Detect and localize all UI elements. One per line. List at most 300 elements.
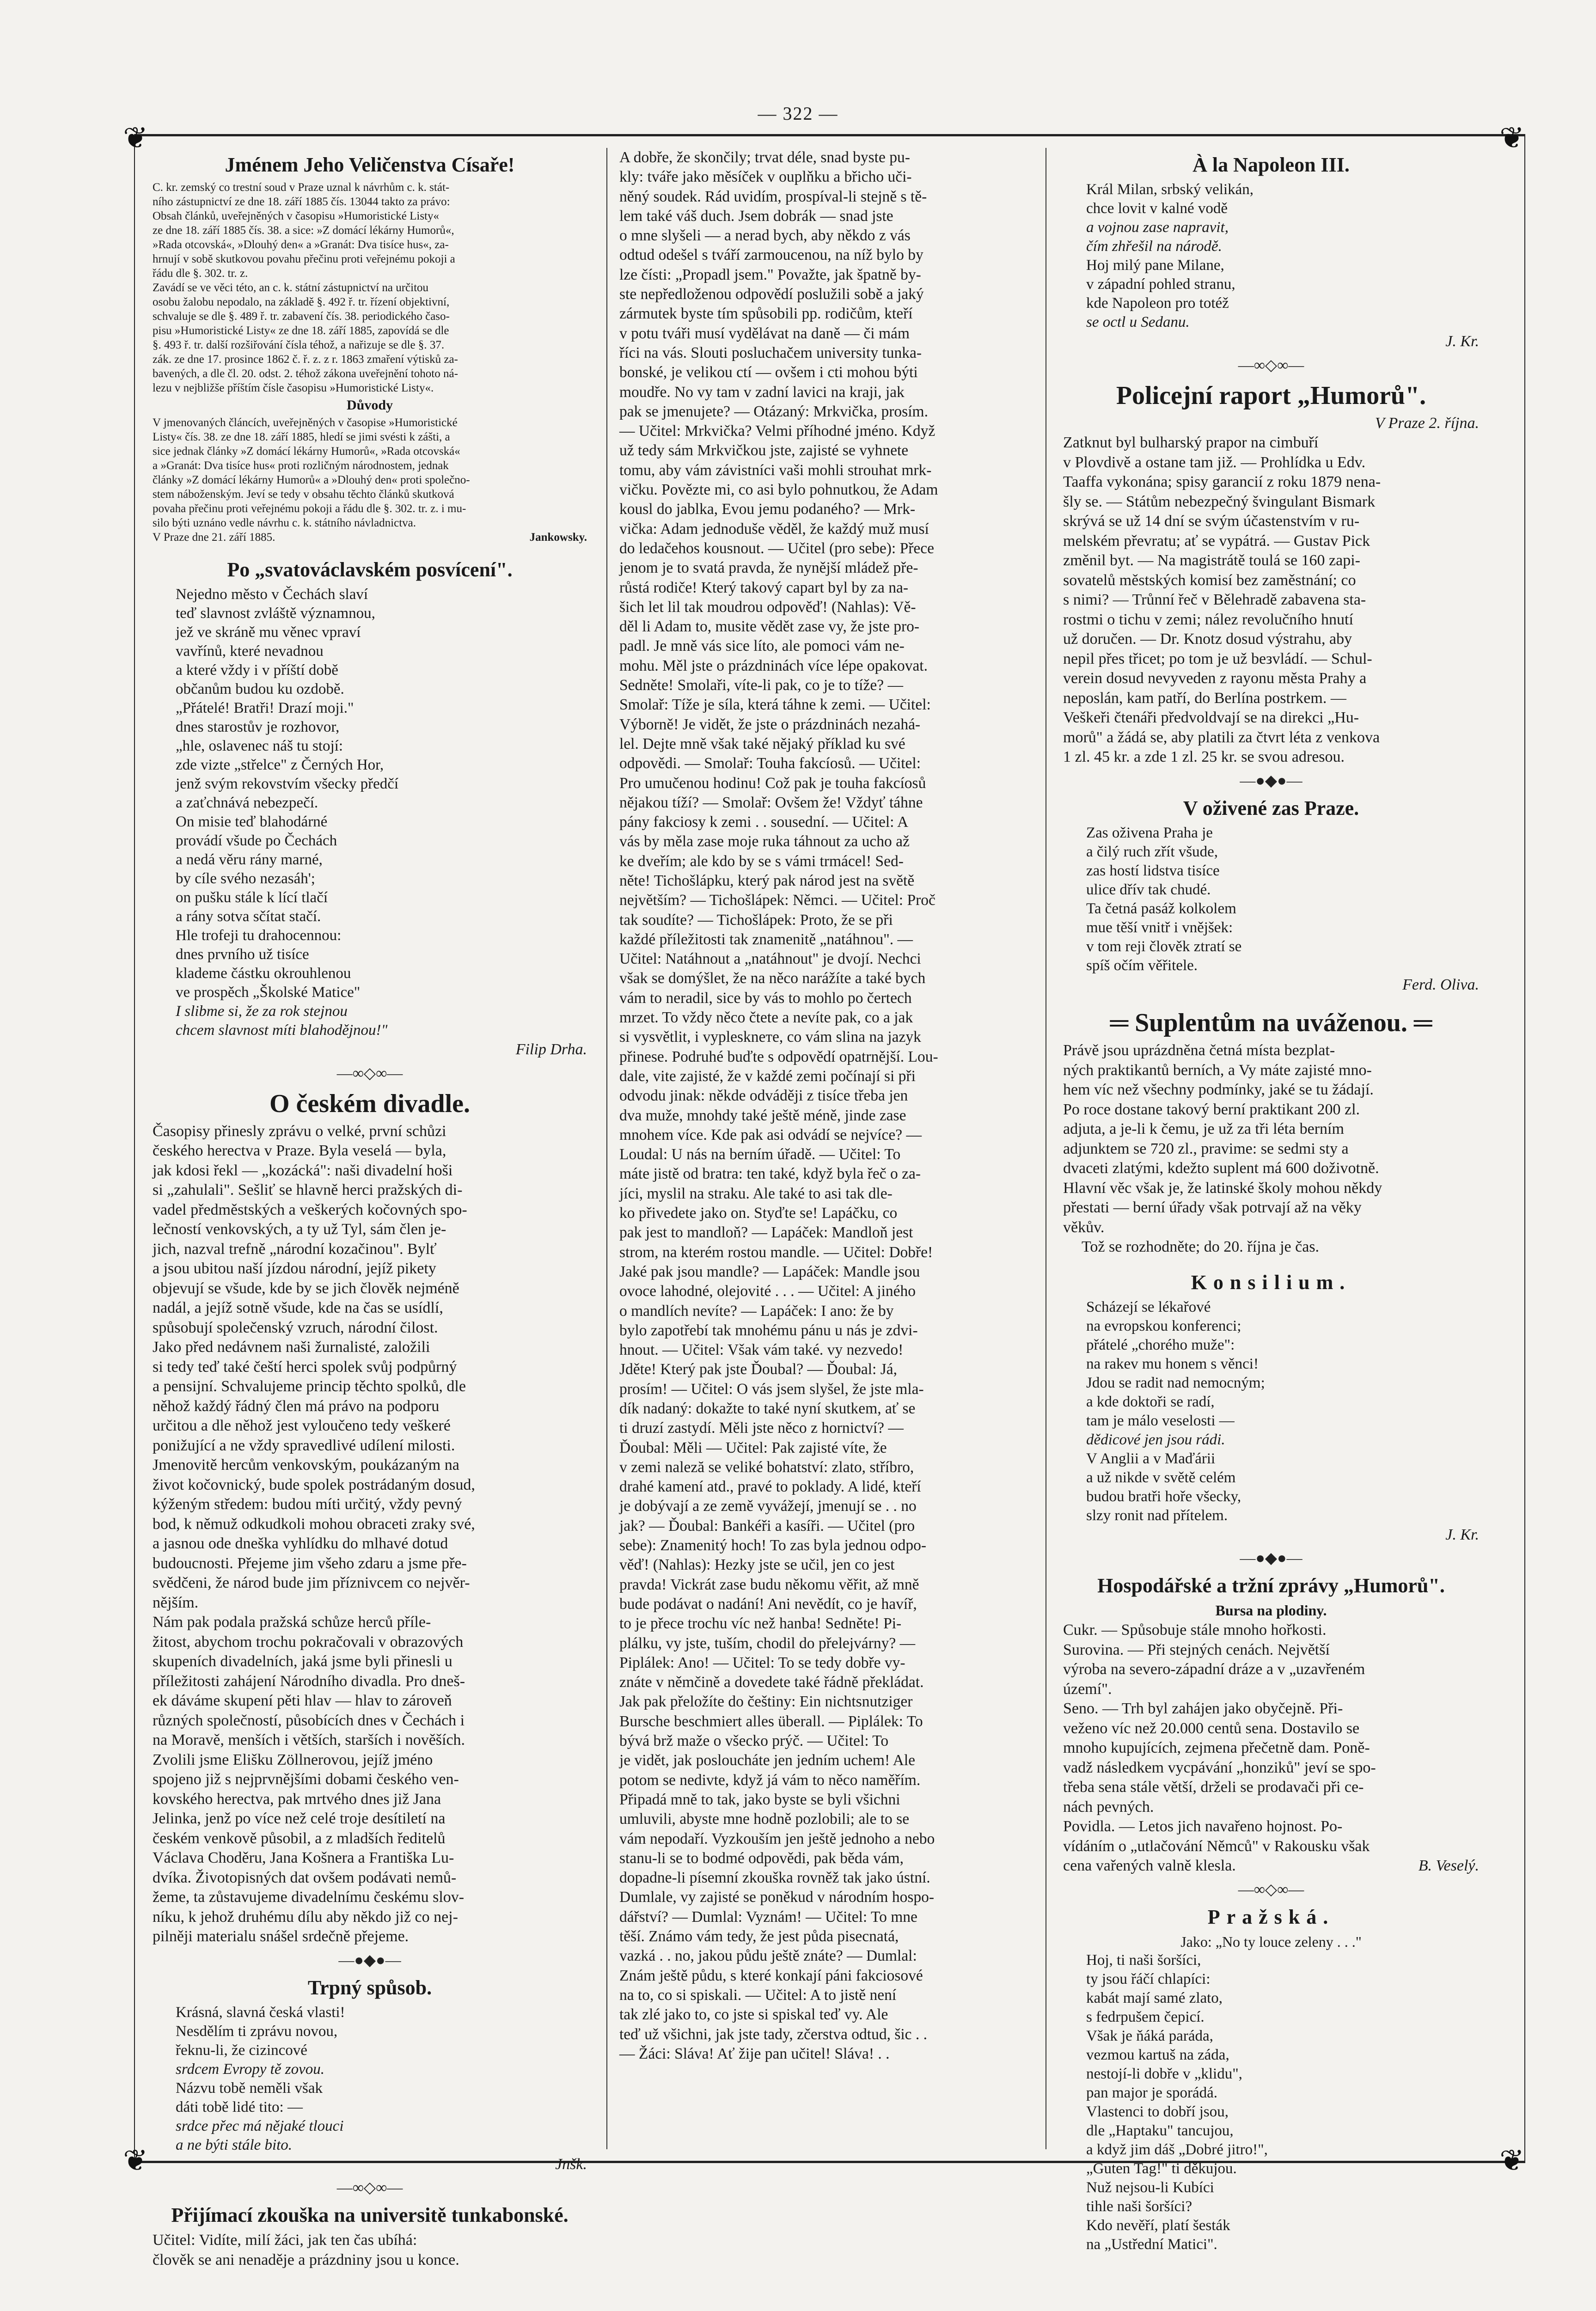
poem-line: přátelé „chorého muže": bbox=[1086, 1336, 1235, 1353]
text-line: Dumlale, vy zajisté se poněkud v národním hospo- bbox=[619, 1889, 935, 1906]
text-line: tak zlé jako to, co jste si spiskal teď vy. Ale bbox=[619, 2006, 888, 2024]
text-line: hnout. — Učitel: Však vám také. vy nezvedo! bbox=[619, 1341, 904, 1359]
text-line: Listy« čís. 38. ze dne 18. září 1885, hledí se jimi svésti k zášti, a bbox=[153, 431, 450, 443]
text-line: hrnují v sobě skutkovou povahu přečinu proti veřejnému pokoji a bbox=[153, 253, 455, 265]
poem-body bbox=[1063, 824, 1479, 975]
poem-posviceni bbox=[153, 557, 587, 1060]
text-line: to je přece trochu víc než hanba! Sedněte! Pi- bbox=[619, 1615, 902, 1632]
text-line: mnohem více. Kde pak asi odvádí se nejvíce? — bbox=[619, 1126, 922, 1143]
text-line: ze dne 18. září 1885 čís. 38. a sice: »Z domácí lékárny Humorů«, bbox=[153, 224, 454, 237]
text-line: život kočovnický, bude spolek postrádaným dosud, bbox=[153, 1476, 475, 1493]
poem-line: pan major je sporádá. bbox=[1086, 2084, 1218, 2101]
text-line: území". bbox=[1063, 1680, 1112, 1698]
text-line: 1 zl. 45 kr. a zde 1 zl. 25 kr. se svou adresou. bbox=[1063, 748, 1345, 765]
text-line: odpovědi. — Smolař: Touha fakcíosů. — Učitel: bbox=[619, 755, 921, 772]
text-line: vadel předměstských a veškerých kočovných spo- bbox=[153, 1201, 467, 1218]
text-line: ke dveřím; ale kdo by se s vámi trmácel! Sed- bbox=[619, 852, 904, 870]
text-line: Ďoubal: Měli — Učitel: Pak zajisté víte, že bbox=[619, 1439, 887, 1456]
poem-body bbox=[1063, 1298, 1479, 1525]
poem-body bbox=[153, 2003, 587, 2155]
sign-place: V Praze dne 21. září 1885. bbox=[153, 531, 275, 544]
article-title-text: Suplentům na uváženou. bbox=[1135, 1009, 1407, 1037]
text-line: Nám pak podala pražská schůze herců příle- bbox=[153, 1614, 431, 1631]
text-line: kýženým středem: budou míti určitý, vždy pevný bbox=[153, 1496, 462, 1513]
poem-line: a už nikde v světě celém bbox=[1086, 1469, 1236, 1486]
text-line: Povidla. — Letos jich navařeno hojnost. Po- bbox=[1063, 1818, 1343, 1835]
text-line: přestati — berní úřady však potrvají až na věky bbox=[1063, 1199, 1362, 1216]
article-title: Přijímací zkouška na universitě tunkabonské. bbox=[171, 2204, 569, 2226]
poem-line: provádí všude po Čechách bbox=[176, 832, 337, 849]
text-line: melském převratu; ať se vypátrá. — Gustav Pick bbox=[1063, 532, 1370, 550]
poem-line: ty jsou řáčí chlapíci: bbox=[1086, 1970, 1211, 1987]
poem-line: a nedá věru rány marné, bbox=[176, 851, 323, 868]
poem-line: Nejedno město v Čechách slaví bbox=[176, 586, 368, 603]
poem-title: V oživené zas Praze. bbox=[1183, 796, 1359, 819]
text-line: padl. Je mně vás sice líto, ale pomoci vám ne- bbox=[619, 637, 905, 655]
poem-konsilium bbox=[1063, 1270, 1479, 1545]
poem-author: Ferd. Oliva. bbox=[1402, 976, 1479, 993]
corner-ornament-icon: ❦ bbox=[123, 2144, 148, 2177]
text-line: věď! (Nahlas): Hezky jste se učil, jen co jest bbox=[619, 1556, 895, 1574]
text-line: jenom je to svatá pravda, že nynější mládež pře- bbox=[619, 559, 918, 577]
poem-line: „Guten Tag!" ti děkujou. bbox=[1086, 2160, 1237, 2177]
double-rule-icon: ═ bbox=[1110, 1009, 1135, 1037]
text-line: veženo víc než 20.000 centů sena. Dostavilo se bbox=[1063, 1719, 1360, 1737]
poem-line: chcem slavnost míti blahodějnou!" bbox=[176, 1022, 388, 1039]
article-title bbox=[1063, 1008, 1479, 1038]
poem-napoleon bbox=[1063, 153, 1479, 352]
text-line: Po roce dostane takový berní praktikant 200 zl. bbox=[1063, 1100, 1360, 1118]
text-line: je vidět, jak posloucháte jen jedním uchem! Ale bbox=[619, 1752, 916, 1769]
corner-ornament-icon: ❦ bbox=[1499, 122, 1524, 154]
text-line: už tedy sám Mrkvičkou jste, zajisté se vyhnete bbox=[619, 442, 909, 459]
text-line: do ledačehos kousnout. — Učitel (pro sebe): Přece bbox=[619, 539, 934, 557]
poem-line: nestojí-li dobře v „klidu", bbox=[1086, 2065, 1242, 2082]
poem-refrain: Jako: „No ty louce zeleny . . ." bbox=[1180, 1933, 1362, 1950]
text-line: Připadá mně to tak, jako byste se byli všichni bbox=[619, 1791, 900, 1808]
text-line: jíci, myslil na straku. Ale také to asi tak dle- bbox=[619, 1185, 893, 1202]
text-line: a jasnou ode dneška vyhlídku do mlhavé dotud bbox=[153, 1535, 448, 1552]
text-line: neposlán, kam patří, do Berlína postrkem. — bbox=[1063, 689, 1346, 707]
poem-line: V Anglii a v Maďárii bbox=[1086, 1450, 1216, 1467]
poem-title: Konsilium. bbox=[1191, 1271, 1351, 1294]
text-line: na Moravě, menších i větších, starších i nověších. bbox=[153, 1731, 465, 1749]
text-line: v potu tváři musí vydělávat na daně — či mám bbox=[619, 324, 910, 342]
text-line: adjuta, a je-li k čemu, je už za tři léta berním bbox=[1063, 1120, 1344, 1137]
poem-trpny bbox=[153, 1975, 587, 2175]
text-line: spůsobují společenský vzruch, národní čilost. bbox=[153, 1319, 438, 1336]
text-line: Cukr. — Spůsobuje stále mnoho hořkosti. bbox=[1063, 1621, 1327, 1638]
page-number: — 322 — bbox=[758, 103, 838, 124]
text-line: mnoho kupujících, zejmena přečetně dam. Poně- bbox=[1063, 1739, 1370, 1756]
poem-line: Kdo nevěří, platí šesták bbox=[1086, 2217, 1230, 2234]
text-line: budoucnosti. Přejeme jim všeho zdaru a jsme pře- bbox=[153, 1554, 467, 1572]
poem-line: a vojnou zase napravit, bbox=[1086, 219, 1229, 236]
ornament-separator: —●◆●— bbox=[1240, 1550, 1302, 1567]
article-title: Hospodářské a tržní zprávy „Humorů". bbox=[1097, 1574, 1445, 1597]
text-line: lem také váš duch. Jsem dobrák — snad jste bbox=[619, 207, 893, 225]
text-line: pisu »Humoristické Listy« ze dne 18. září 1885, zapovídá se dle bbox=[153, 324, 449, 337]
court-notice bbox=[153, 153, 587, 544]
text-line: teď už všichni, jak jste tady, zčerstva odtud, šic . . bbox=[619, 2025, 928, 2043]
text-line: plálku, vy jste, tuším, chodil do přelejvárny? — bbox=[619, 1634, 916, 1652]
poem-line: Ta četná pasáž kolkolem bbox=[1086, 900, 1236, 917]
poem-line: Scházejí se lékařové bbox=[1086, 1298, 1211, 1315]
poem-line: Hle trofeji tu drahocennou: bbox=[176, 927, 342, 944]
text-line: znáte v němčině a dovedete také řádně překládat. bbox=[619, 1674, 924, 1691]
text-line: nějakou tíží? — Smolař: Ovšem že! Vždyť táhne bbox=[619, 794, 923, 811]
poem-line: s fedrpušem čepicí. bbox=[1086, 2008, 1205, 2025]
text-line: změnil byt. — Na magistrátě toulá se 160 zapi- bbox=[1063, 552, 1360, 569]
poem-prazska bbox=[1063, 1905, 1479, 2254]
text-line: dvaceti zlatými, kdežto suplent má 600 doživotně. bbox=[1063, 1160, 1379, 1177]
poem-line: I slibme si, že za rok stejnou bbox=[176, 1003, 348, 1020]
text-line: Jděte! Který pak jste Ďoubal? — Ďoubal: Já, bbox=[619, 1361, 897, 1378]
corner-ornament-icon: ❦ bbox=[1499, 2144, 1524, 2177]
article-zkouska bbox=[153, 2203, 587, 2270]
text-line: rostmi o tichu v zemi; nález revolučního hnutí bbox=[1063, 611, 1353, 628]
text-line: bod, k němuž odkudkoli mohou obraceti zraky své, bbox=[153, 1515, 475, 1533]
poem-line: Jdou se radit nad nemocným; bbox=[1086, 1374, 1265, 1391]
text-line: vám to neradil, sice by vás to mohlo po čertech bbox=[619, 989, 912, 1007]
article-body bbox=[1063, 433, 1479, 767]
poem-line: on pušku stále k lící tlačí bbox=[176, 889, 328, 906]
court-notice-signature bbox=[153, 530, 587, 544]
poem-title: À la Napoleon III. bbox=[1192, 153, 1350, 176]
poem-author: Filip Drha. bbox=[515, 1041, 587, 1058]
text-line: ního zástupnictví ze dne 18. září 1885 čís. 13044 takto za právo: bbox=[153, 196, 450, 208]
text-line: Seno. — Trh byl zahájen jako obyčejně. Při- bbox=[1063, 1700, 1343, 1717]
poem-line: Nesdělím ti zprávu novou, bbox=[176, 2023, 338, 2040]
poem-line: „hle, oslavenec náš tu stojí: bbox=[176, 738, 343, 754]
text-line: dale, vite zajisté, že v každé zemi počínají si při bbox=[619, 1067, 916, 1085]
text-line: dva muže, mnohdy také ještě méně, jinde zase bbox=[619, 1107, 906, 1124]
text-line: sebe): Znamenitý hoch! To zas byla jednou odpo- bbox=[619, 1537, 927, 1554]
text-line: schvaluje se dle §. 489 ř. tr. zabavení čís. 38. periodického časo- bbox=[153, 310, 450, 323]
text-line: Pro umučenou hodinu! Což pak je touha fakcíosů bbox=[619, 774, 926, 792]
article-zkouska-continued bbox=[619, 148, 1028, 2064]
text-line: si tedy teď také čeští herci spolek svůj podpůrný bbox=[153, 1358, 457, 1376]
poem-line: jež ve skráně mu věnec vpraví bbox=[176, 624, 361, 641]
article-zpravy bbox=[1063, 1573, 1479, 1876]
text-line: pak jest to mandloň? — Lapáček: Mandloň jest bbox=[619, 1224, 913, 1241]
text-line: sovatelů městských komisí bez zaměstnání; co bbox=[1063, 571, 1356, 589]
text-line: ste nepředloženou odpovědí poslužili sobě a jaký bbox=[619, 286, 924, 303]
text-line: vídáním o „utlačování Němců" v Rakousku však bbox=[1063, 1837, 1370, 1855]
text-line: silo býti uznáno vedle návrhu c. k. státního návladnictva. bbox=[153, 517, 416, 529]
text-line: Bursche beschmiert alles überall. — Piplálek: To bbox=[619, 1712, 923, 1730]
poem-line: na „Ustřední Matici". bbox=[1086, 2236, 1217, 2253]
text-line: přinese. Podruhé buďte s odpovědí opatrnější. Lou- bbox=[619, 1048, 938, 1065]
text-line: hem víc než všechny podmínky, jaké se tu žádají. bbox=[1063, 1081, 1374, 1098]
poem-line: dědicové jen jsou rádi. bbox=[1086, 1431, 1225, 1448]
poem-author: Jnšk. bbox=[555, 2155, 587, 2173]
text-line: dvíka. Životopisných dat ovšem podávati nemů- bbox=[153, 1869, 457, 1886]
text-line: si vysvětlit, i vypleskneте, co vám slina na jazyk bbox=[619, 1028, 921, 1046]
text-line: příležitosti zahájení Národního divadla. Pro dneš- bbox=[153, 1672, 465, 1690]
ornament-separator: —∞◇∞— bbox=[336, 2179, 403, 2196]
poem-line: ve prospěch „Školské Matice" bbox=[176, 984, 361, 1001]
left-column bbox=[153, 148, 587, 2268]
poem-line: na evropskou konferenci; bbox=[1086, 1317, 1241, 1334]
text-line: pak se jmenujete? — Otázaný: Mrkvička, prosím. bbox=[619, 403, 928, 420]
article-suplentum bbox=[1063, 1008, 1479, 1257]
article-body bbox=[1063, 1041, 1479, 1257]
poem-line: teď slavnost zvláště významnou, bbox=[176, 605, 375, 622]
text-line: sice jednak články »Z domácí lékárny Humorů«, »Rada otcovská« bbox=[153, 445, 460, 458]
poem-line: kde Napoleon pro totéž bbox=[1086, 295, 1229, 312]
text-line: §. 493 ř. tr. další rozšiřování čísla téhož, a nařizuje se dle §. 37. bbox=[153, 339, 445, 351]
poem-line: Nuž nejsou-li Kubíci bbox=[1086, 2179, 1214, 2196]
text-line: stanu-li se to bodmé odpovědi, pak běda vám, bbox=[619, 1849, 904, 1867]
article-title: Policejní raport „Humorů". bbox=[1116, 381, 1426, 410]
text-line: Zatknut byl bulharský prapor na cimbuří bbox=[1063, 434, 1319, 451]
poem-line: a když jim dáš „Dobré jitro!", bbox=[1086, 2141, 1268, 2158]
text-line: mohu. Měl jste o prázdninách více lépe opakovat. bbox=[619, 657, 928, 674]
poem-line: Král Milan, srbský velikán, bbox=[1086, 181, 1254, 198]
text-line: Surovina. — Při stejných cenách. Největší bbox=[1063, 1641, 1330, 1658]
text-line: o mne slyšeli — a nerad bych, aby někdo z vás bbox=[619, 227, 911, 245]
text-line: třeba sena stále větší, drželi se prodavači při ce- bbox=[1063, 1779, 1364, 1796]
text-line: Václava Choděru, Jana Košnera a Františka Lu- bbox=[153, 1849, 454, 1866]
poem-line: dnes starostův je rozhovor, bbox=[176, 719, 340, 735]
poem-line: ulice dřív tak chudé. bbox=[1086, 881, 1211, 898]
article-body bbox=[1063, 1620, 1479, 1876]
poem-line: tihle naši šoršíci? bbox=[1086, 2198, 1192, 2215]
poem-line: slzy ronit nad přítelem. bbox=[1086, 1507, 1228, 1524]
text-line: Obsah článků, uveřejněných v časopisu »Humoristické Listy« bbox=[153, 210, 439, 222]
text-line: máte jistě od bratra: ten také, když byla řeč o za- bbox=[619, 1165, 921, 1183]
text-line: děl li Adam to, musite vědět zase vy, že jste pro- bbox=[619, 618, 920, 636]
poem-line: kabát mají samé zlato, bbox=[1086, 1989, 1223, 2006]
text-line: stem náboženským. Jeví se tedy v obsahu těchto článků skutková bbox=[153, 488, 454, 501]
text-line: největším? — Tichošlápek: Němci. — Učitel: Proč bbox=[619, 892, 936, 909]
text-line: Hlavní věc však je, že latinské školy mohou někdy bbox=[1063, 1179, 1382, 1197]
text-line: vička: Adam jednoduše věděl, že každý muž musí bbox=[619, 520, 929, 538]
text-line: si „zahulali". Sešliť se hlavně herci pražských di- bbox=[153, 1181, 463, 1198]
poem-line: zas hostí lidstva tisíce bbox=[1086, 862, 1220, 879]
poem-line: vavřínů, které nevadnou bbox=[176, 643, 324, 660]
text-line: Loudal: U nás na berním úřadě. — Učitel: To bbox=[619, 1146, 901, 1163]
text-line: žitost, abychom trochu pokračovali v obrazových bbox=[153, 1633, 464, 1651]
text-line: dářství? — Dumlal: Vyznám! — Učitel: To mne bbox=[619, 1908, 917, 1926]
text-line: V jmenovaných článcích, uveřejněných v časopise »Humoristické bbox=[153, 416, 458, 429]
text-line: a pensijní. Schvalujeme princip těchto spolků, dle bbox=[153, 1378, 466, 1395]
poem-line: a čilý ruch zřít všude, bbox=[1086, 843, 1218, 860]
poem-author: J. Kr. bbox=[1445, 1526, 1479, 1543]
right-column bbox=[1063, 148, 1479, 2253]
poem-line: Hoj, ti naši šoršíci, bbox=[1086, 1951, 1201, 1969]
poem-line: dnes prvního už tisíce bbox=[176, 946, 309, 963]
text-line: však se domýšlet, že na něco narážíte a také bych bbox=[619, 970, 926, 987]
text-line: růstá rodiče! Který takový capart byl by za na- bbox=[619, 579, 909, 596]
corner-ornament-icon: ❦ bbox=[123, 122, 148, 154]
poem-title: Trpný spůsob. bbox=[307, 1976, 432, 1999]
text-line: jich, nazval trefně „národní kozačinou". Bylť bbox=[153, 1240, 437, 1258]
text-line: zák. ze dne 17. prosince 1862 č. ř. z. z r. 1863 zmaření výtisků za- bbox=[153, 353, 458, 366]
text-line: nepil přes třicet; po tom je už beзvládí. — Schul- bbox=[1063, 650, 1372, 667]
court-notice-body bbox=[153, 180, 587, 544]
poem-line: Vlastenci to dobří jsou, bbox=[1086, 2103, 1229, 2120]
poem-line: spíš očím věřitele. bbox=[1086, 957, 1198, 974]
poem-body bbox=[1063, 180, 1479, 332]
poem-line: On misie teď blahodárné bbox=[176, 813, 328, 830]
article-body bbox=[153, 1122, 587, 1947]
poem-body bbox=[153, 585, 587, 1040]
article-title: O českém divadle. bbox=[269, 1089, 470, 1118]
text-line: každé příležitosti tak znamenitě „natáhnou". — bbox=[619, 930, 913, 948]
text-line: Znám ještě půdu, s které konkají páni fakciosové bbox=[619, 1967, 923, 1984]
text-line: potom se nedivte, když já vám to něco naměřím. bbox=[619, 1771, 921, 1789]
text-line: nách pevných. bbox=[1063, 1798, 1154, 1816]
text-line: ko přivedete jako on. Styďte se! Lapáčku, co bbox=[619, 1204, 898, 1222]
text-line: českého herectva v Praze. Byla veselá — byla, bbox=[153, 1142, 446, 1159]
poem-line: Hoj milý pane Milane, bbox=[1086, 257, 1224, 274]
text-line: českém venkově působil, a z mladších ředitelů bbox=[153, 1829, 446, 1847]
poem-line: srdcem Evropy tě zovou. bbox=[176, 2060, 324, 2078]
middle-column bbox=[619, 148, 1028, 2154]
text-line: bylo zapotřebí tak mnohému pánu u nás je zdvi- bbox=[619, 1321, 918, 1339]
poem-line: a rány sotva sčítat stačí. bbox=[176, 908, 321, 925]
poem-line: řeknu-li, že cizincové bbox=[176, 2042, 307, 2059]
text-line: Časopisy přinesly zprávu o velké, první schůzi bbox=[153, 1122, 446, 1140]
poem-line: srdce přec má nějaké tlouci bbox=[176, 2117, 344, 2134]
text-line: zármutek byste tím spůsobili pp. rodičům, kteří bbox=[619, 305, 913, 323]
double-rule-icon: ═ bbox=[1407, 1009, 1432, 1037]
poem-line: by cíle svého nezasáh'; bbox=[176, 870, 315, 887]
poem-line: a ne býti stále bito. bbox=[176, 2136, 293, 2153]
text-line: níku, k jehož druhému dílu aby někdo již co nej- bbox=[153, 1908, 458, 1926]
text-line: ek dáváme skupení pěti hlav — hlav to zároveň bbox=[153, 1692, 452, 1709]
poem-title: Po „svatováclavském posvícení". bbox=[227, 558, 513, 581]
poem-line: Názvu tobě neměli však bbox=[176, 2079, 323, 2097]
court-notice-title: Jménem Jeho Veličenstva Císaře! bbox=[225, 153, 515, 176]
article-raport bbox=[1063, 380, 1479, 767]
text-line: morů" a žádá se, aby platili za čtvrt léta z venkova bbox=[1063, 728, 1380, 746]
poem-line: a které vždy i v příští době bbox=[176, 662, 338, 679]
text-line: vičku. Povězte mi, co asi bylo pohnutkou, že Adam bbox=[619, 481, 938, 499]
text-line: tak soudíte? — Tichošlápek: Proto, že se při bbox=[619, 911, 893, 929]
text-line: strom, na kterém rostou mandle. — Učitel: Dobře! bbox=[619, 1243, 933, 1261]
text-line: určitou a dle něhož jest vyloučeno tedy veškeré bbox=[153, 1417, 451, 1434]
sign-name: Jankowsky. bbox=[529, 531, 587, 544]
text-line: moudře. No vy tam v zadní lavici na kraji, jak bbox=[619, 383, 905, 401]
text-line: je dobývají a ze země vyvážejí, jmenují se . . no bbox=[619, 1498, 917, 1515]
text-line: a »Granát: Dva tisíce hus« proti rozličným národnostem, jednak bbox=[153, 459, 449, 472]
poem-line: Však je ňáká parádа, bbox=[1086, 2027, 1213, 2044]
text-line: objevují se všude, kde by se jich člověk nejméně bbox=[153, 1279, 459, 1297]
text-line: ponižující a ne vždy spravedlivé udílení milosti. bbox=[153, 1437, 455, 1454]
text-line: články »Z domácí lékárny Humorů« a »Dlouhý den« proti společno- bbox=[153, 474, 470, 486]
column-divider bbox=[606, 148, 607, 2149]
text-line: pilněji materialu snášel srdečně přejeme. bbox=[153, 1928, 409, 1945]
text-line: lel. Dejte mně však také nějaký příklad ku své bbox=[619, 735, 905, 752]
text-line: kovského herectva, pak mrtvého dnes již Jana bbox=[153, 1790, 441, 1808]
text-line: bonské, je velikou ctí — ovšem i cti mohou býti bbox=[619, 364, 918, 381]
text-line: jak? — Ďoubal: Bankéři a kasíři. — Učitel (pro bbox=[619, 1517, 915, 1535]
text-line: jak kdosi řekl — „kozácká": naši divadelní hoši bbox=[153, 1162, 453, 1179]
text-line: vám nepodaří. Vyzkouším jen ještě jednoho a nebo bbox=[619, 1830, 935, 1847]
text-line: Jmenovitě hercům venkovským, poukázaným na bbox=[153, 1456, 459, 1473]
text-line: Jelinka, jenž po více než celé troje desítiletí na bbox=[153, 1810, 446, 1827]
text-line: už doručen. — Dr. Knotz dosud výstrahu, aby bbox=[1063, 630, 1352, 648]
text-line: Právě jsou uprázdněna četná místa bezplat- bbox=[1063, 1042, 1335, 1059]
text-line: bavených, a dle čl. 20. odst. 2. téhož zákona uveřejnění tohoto ná- bbox=[153, 367, 458, 380]
dateline: V Praze 2. října. bbox=[1375, 414, 1479, 432]
poem-line: Krásná, slavná česká vlasti! bbox=[176, 2004, 345, 2021]
text-line: pravda! Vickrát zase budu někomu věřit, až mně bbox=[619, 1576, 919, 1593]
text-line: odvodu jinak: někde odváději z tisíce třeba jen bbox=[619, 1087, 908, 1105]
poem-line: klademe částku okrouhlenou bbox=[176, 965, 351, 982]
ornament-separator: —∞◇∞— bbox=[1238, 1881, 1304, 1898]
poem-line: čím zhřešil na národě. bbox=[1086, 238, 1222, 255]
text-line: cena vařených valně klesla. bbox=[1063, 1857, 1236, 1874]
text-line: vazká . . no, jakou půdu ještě znáte? — Dumlal: bbox=[619, 1947, 917, 1965]
text-line: ovoce lahodné, olejovité . . . — Učitel: A jiného bbox=[619, 1283, 916, 1300]
text-line: Zavádí se ve věci této, an c. k. státní zástupnictví na určitou bbox=[153, 281, 429, 294]
text-line: osobu žalobu nepodalo, na základě §. 492 ř. tr. řízení objektivní, bbox=[153, 296, 450, 308]
text-line: kousl do jablka, Evou jemu podaného? — Mrk- bbox=[619, 501, 916, 518]
poem-line: mue těší vnitř i vnějšek: bbox=[1086, 919, 1233, 936]
text-line: šich let lil tak moudrou odpověď! (Nahlas): Vě- bbox=[619, 598, 916, 616]
text-line: s nimi? — Trůnní řeč v Bělehradě zabavena sta- bbox=[1063, 591, 1366, 608]
text-line: Smolař: Tíže je síla, která táhne k zemi. — Učitel: bbox=[619, 696, 931, 714]
text-line: — Učitel: Mrkvička? Velmi příhodné jméno. Když bbox=[619, 422, 936, 440]
poem-line: v západní pohled stranu, bbox=[1086, 276, 1235, 293]
text-line: výroba na severo-západní dráze a v „uzavřeném bbox=[1063, 1661, 1365, 1678]
text-line: Veškeři čtenáři předvoldvají se na direkci „Hu- bbox=[1063, 709, 1359, 726]
text-line: řádu dle §. 302. tr. z. bbox=[153, 267, 248, 280]
text-line: v Plovdivě a ostane tam již. — Prohlídka u Edv. bbox=[1063, 453, 1366, 471]
text-line: A dobře, že skončily; trvat déle, snad byste pu- bbox=[619, 149, 910, 166]
poem-line: tam je málo veselosti — bbox=[1086, 1412, 1235, 1429]
poem-author: J. Kr. bbox=[1445, 333, 1479, 350]
poem-line: budou bratři hoře všecky, bbox=[1086, 1488, 1241, 1505]
text-line: dík nadaný: dokažte to také nyní skutkem, ať se bbox=[619, 1400, 916, 1417]
text-line: žeme, ta zůstavujeme divadelnímu českému slov- bbox=[153, 1889, 465, 1906]
poem-praha bbox=[1063, 796, 1479, 995]
text-line: šly se. — Státům nebezpečný švingulant Bismark bbox=[1063, 493, 1376, 510]
article-author: B. Veselý. bbox=[1418, 1857, 1479, 1874]
text-line: něhož každý řádný člen má právo na podporu bbox=[153, 1397, 440, 1415]
text-line: prosím! — Učitel: O vás jsem slyšel, že jste mla- bbox=[619, 1380, 924, 1398]
text-line: odtud odešel s tváří zarmoucenou, na níž bylo by bbox=[619, 246, 923, 264]
text-line: Výborně! Je vidět, že jste o prázdninách nezahá- bbox=[619, 715, 921, 733]
article-subtitle: Bursa na plodiny. bbox=[1215, 1602, 1327, 1619]
text-line: vás by měla zase moje ruka táhnout za ucho až bbox=[619, 833, 910, 850]
article-body bbox=[153, 2231, 587, 2270]
poem-line: dle „Haptaku" tancujou, bbox=[1086, 2122, 1234, 2139]
text-line: umluvili, abyste mne hodně pozlobili; ale to se bbox=[619, 1810, 910, 1828]
poem-line: a zaťchnává nebezpečí. bbox=[176, 795, 318, 811]
text-line: nějším. bbox=[153, 1594, 199, 1611]
text-line: v zemi naleză se veliké bohatství: zlato, stříbro, bbox=[619, 1458, 914, 1476]
poem-body bbox=[1063, 1951, 1479, 2254]
poem-line: dáti tobě lidé tito: — bbox=[176, 2098, 303, 2115]
text-line: člověk se ani nenadějе a prázdniny jsou u konce. bbox=[153, 2251, 459, 2268]
reasons-title: Důvody bbox=[346, 397, 393, 413]
text-line: verein dosud nevyveden z rayonu města Prahy a bbox=[1063, 670, 1367, 687]
ornament-separator: —●◆●— bbox=[1240, 772, 1302, 789]
text-line: bývá brž maže o všecko prýč. — Učitel: To bbox=[619, 1732, 889, 1750]
text-line: lze čísti: „Propadl jsem." Považte, jak špatně by- bbox=[619, 266, 921, 283]
poem-line: zde vizte „střelce" z Černých Hor, bbox=[176, 757, 384, 773]
poem-line: Zas oživena Praha je bbox=[1086, 824, 1213, 841]
poem-line: se octl u Sedanu. bbox=[1086, 314, 1190, 330]
text-line: říci na vás. Slouti posluchačem university tunka- bbox=[619, 344, 922, 361]
poem-line: občanům budou ku ozdobě. bbox=[176, 681, 344, 697]
text-line: Piplálek: Ano! — Učitel: To se tedy dobře vy- bbox=[619, 1654, 905, 1671]
